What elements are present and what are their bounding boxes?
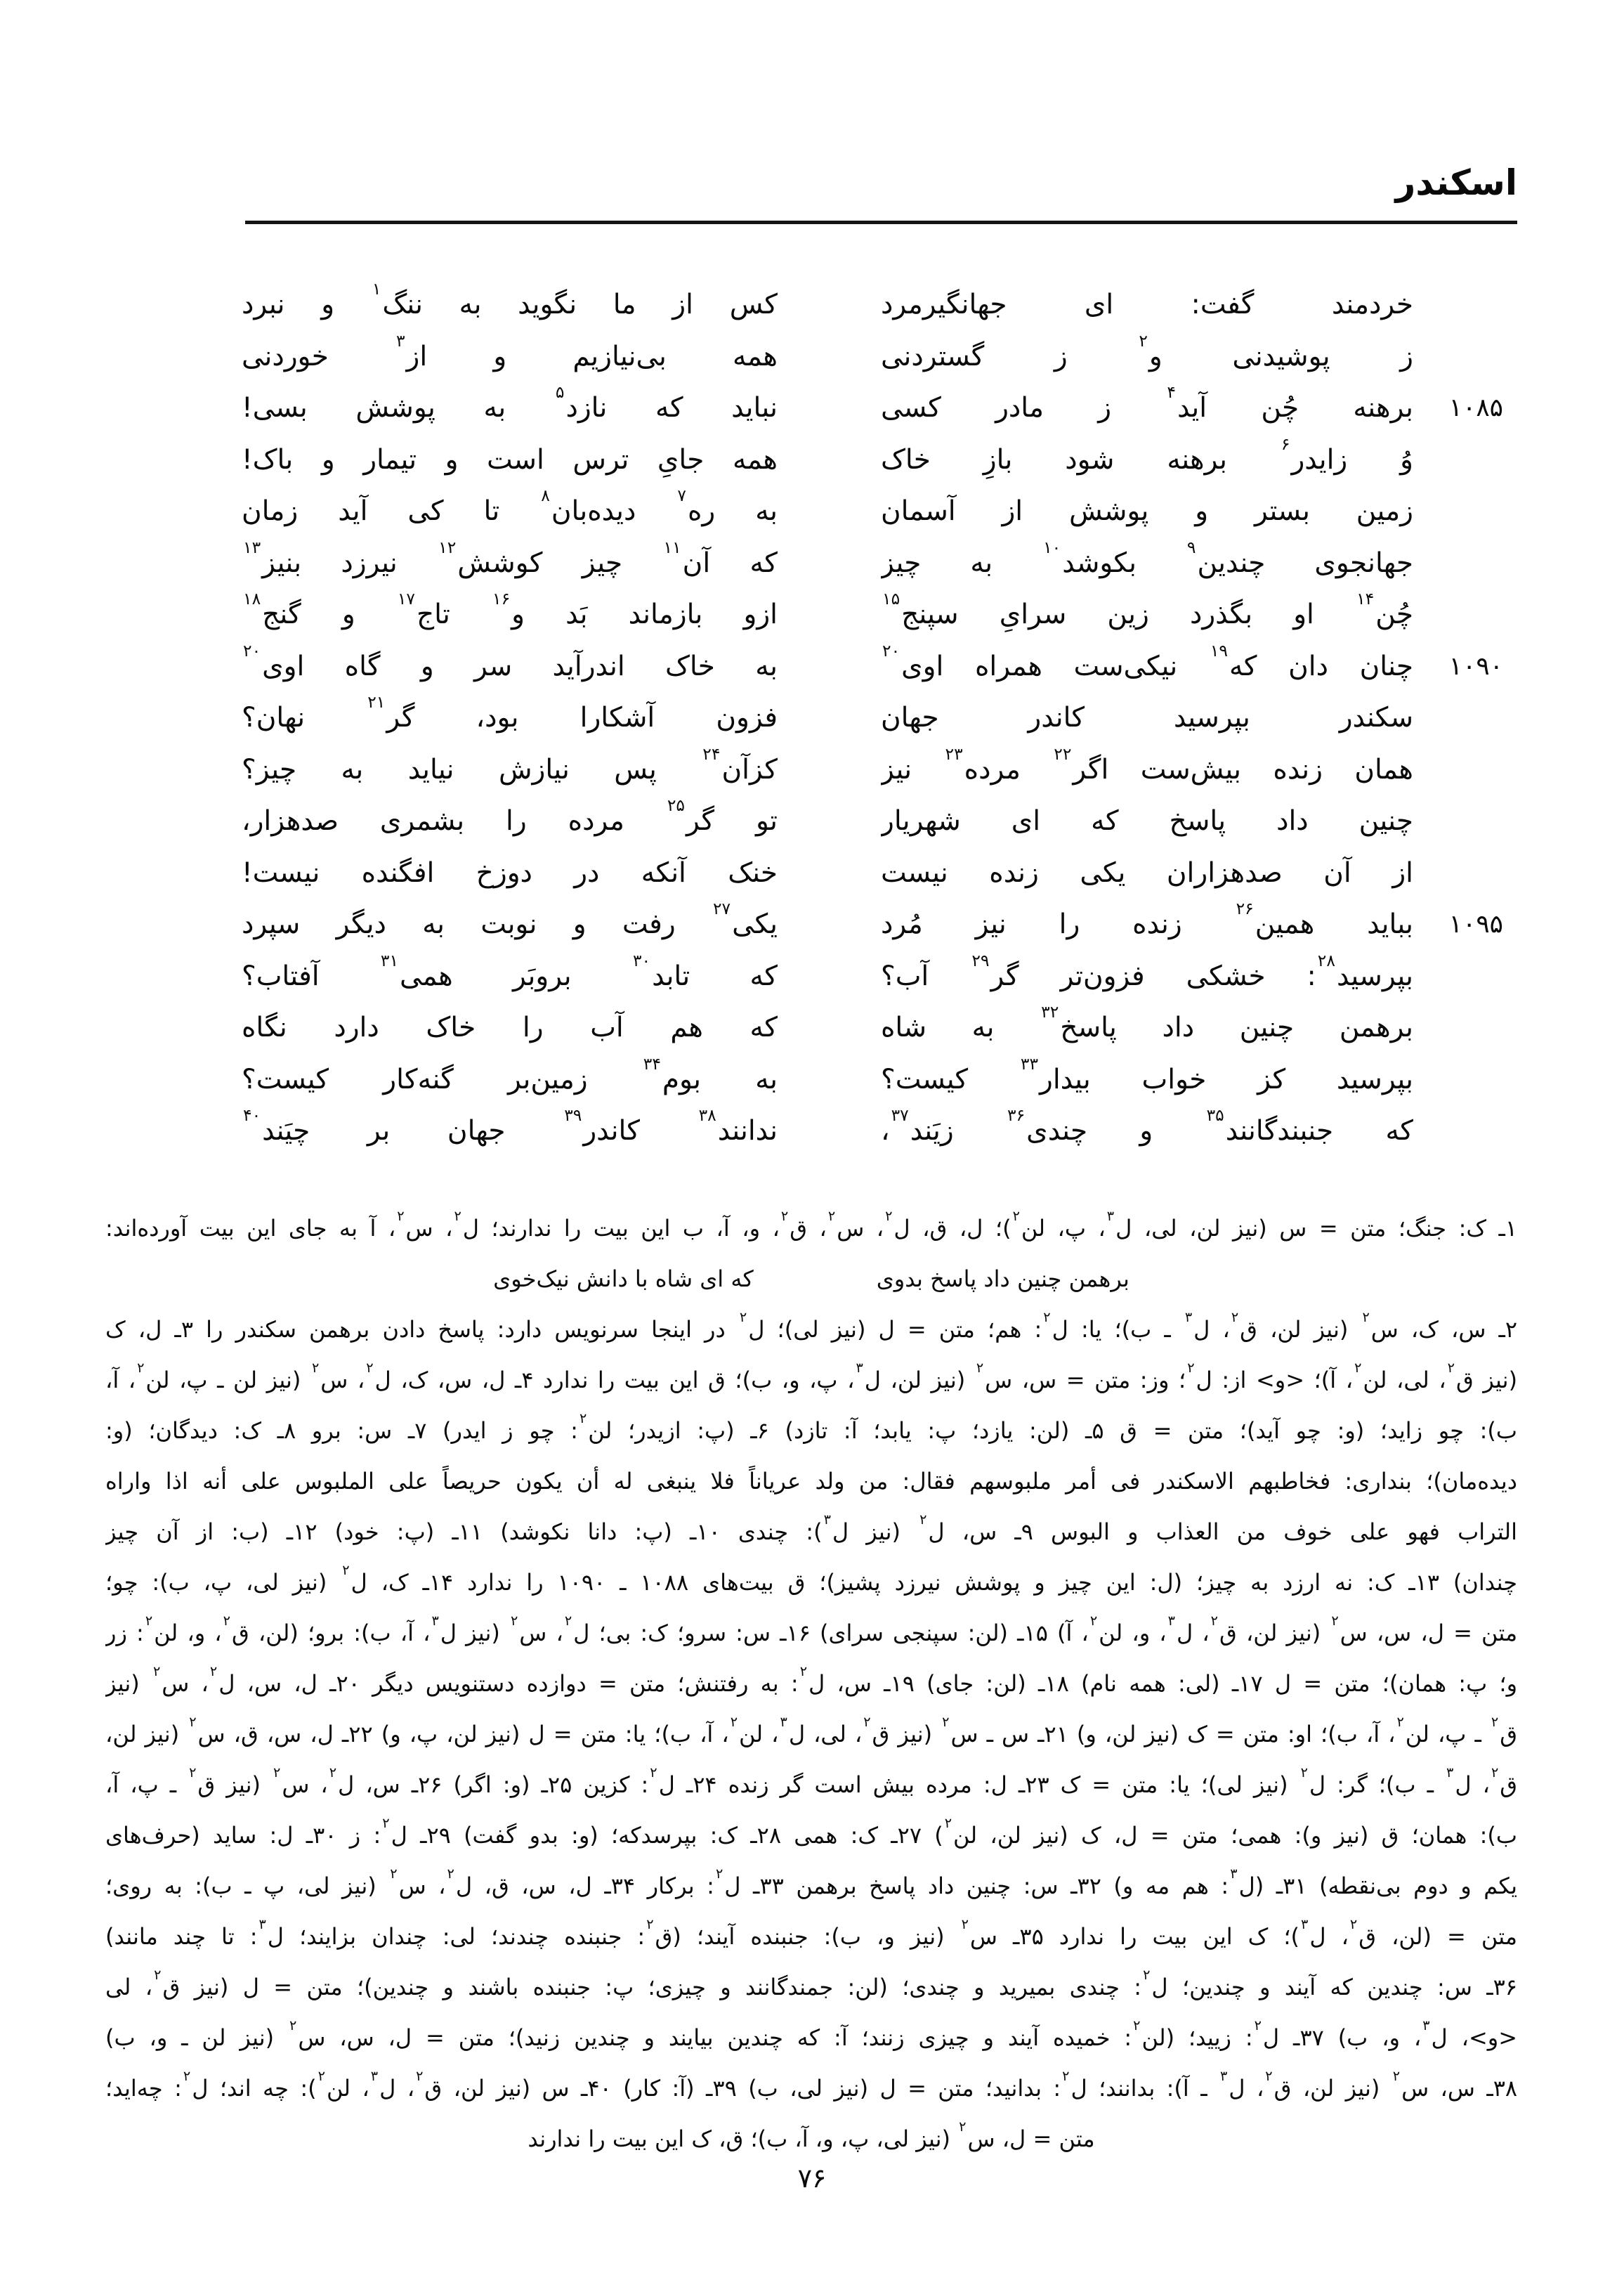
- footnote-marker: ۲: [154, 1966, 162, 1983]
- footnote-marker: ۲: [342, 1561, 350, 1578]
- page-number: ۷۶: [797, 2163, 827, 2194]
- footnote-marker: ۳۷: [891, 1105, 909, 1126]
- verse-row: [121, 434, 1503, 486]
- verse-row: [121, 692, 1503, 744]
- hemistich-right: بباید همین$^{۲۶}$ زنده را نیز مُرد: [881, 899, 1413, 940]
- footnote-marker: ۲۷: [712, 899, 731, 919]
- verse-row: [121, 641, 1503, 693]
- hemistich-right: همان زنده بیش‌ست اگر$^{۲۲}$ مرده$^{۲۳}$ نیز: [881, 743, 1413, 786]
- footnote-marker: ۲: [1354, 1359, 1362, 1376]
- footnote-marker: ۲۱: [367, 692, 386, 712]
- footnote-marker: ۲: [1012, 1207, 1020, 1224]
- footnote-marker: ۳: [1301, 1915, 1309, 1932]
- verse-row: [121, 744, 1503, 796]
- footnote-marker: ۳۵: [1206, 1105, 1224, 1126]
- footnote-marker: ۱: [372, 279, 381, 299]
- footnote-marker: ۳: [856, 1359, 863, 1376]
- hemistich-left: که تابد$^{۳۰}$ بروبَر همی$^{۳۱}$ آفتاب؟: [242, 950, 778, 992]
- footnote-line: متن = ل، س، س$^۲$ (نیز لن، ق$^۲$، ل$^۳$، و، لن$^۲$، آ) ۱۵ـ (لن: سپنجی سرای) ۱۶ـ س: سرو؛ ک: بی؛ ل$^۲$، س$^۲$ (نیز ل$^۳$، آ، ب): برو؛ (لن، ق$^۲$، و، لن$^۲$: زر: [105, 1612, 1517, 1646]
- footnote-marker: ۲: [799, 1662, 808, 1679]
- verse-row: [121, 279, 1503, 331]
- footnote-marker: ۲: [959, 2118, 967, 2135]
- footnote-marker: ۳۱: [380, 950, 399, 970]
- footnote-marker: ۲: [1210, 1612, 1218, 1629]
- hemistich-left: به ره$^۷$ دیده‌بان$^۸$ تا کی آید زمان: [242, 486, 778, 527]
- verse-row: [121, 1002, 1503, 1054]
- footnote-marker: ۲: [1187, 1359, 1195, 1376]
- footnotes-apparatus: [105, 1203, 1517, 2164]
- verse-row: [121, 382, 1503, 434]
- footnote-marker: ۲: [137, 1359, 145, 1376]
- footnote-marker: ۳: [1167, 1612, 1175, 1629]
- footnote-marker: ۲: [447, 1865, 454, 1882]
- footnote-line: چندان) ۱۳ـ ک: نه ارزد به چیز؛ (ل: این چیز و پوشش نیرزد پشیز)؛ ق بیت‌های ۱۰۸۸ ـ ۱۰۹۰ را ندارد ۱۴ـ ک، ل$^۲$ (نیز لی، پ، ب): چو؛: [105, 1561, 1517, 1596]
- footnote-marker: ۲: [1491, 1713, 1499, 1730]
- footnote-marker: ۲: [1143, 1966, 1151, 1983]
- footnote-marker: ۲: [1396, 1713, 1404, 1730]
- footnote-marker: ۱۹: [1210, 640, 1228, 660]
- footnote-marker: ۲: [382, 1814, 390, 1831]
- footnote-marker: ۳: [1184, 1308, 1193, 1325]
- footnote-marker: ۳۸: [698, 1105, 716, 1126]
- footnote-line: ۳۸ـ س، س$^۲$ (نیز لن، ق$^۲$، ل$^۳$ ـ آ): بدانند؛ ل$^۲$: بدانید؛ متن = ل (نیز لی، ب) ۳۹ـ (آ: کار) ۴۰ـ س (نیز لن، ق$^۲$، ل$^۳$، لن$^۲$): چه اند؛ ل$^۲$: چه‌اید؛: [105, 2067, 1517, 2102]
- footnote-marker: ۲۳: [945, 743, 963, 764]
- footnote-marker: ۵: [555, 382, 565, 403]
- footnote-marker: ۳: [1422, 2017, 1430, 2033]
- verse-row: [121, 795, 1503, 847]
- footnote-marker: ۲: [1392, 2067, 1401, 2084]
- footnote-marker: ۲: [1331, 1612, 1339, 1629]
- footnote-marker: ۲۰: [243, 640, 261, 660]
- footnote-marker: ۲۴: [702, 743, 721, 764]
- verse-row: [121, 847, 1503, 899]
- hemistich-right: چنین داد پاسخ که ای شهریار: [881, 805, 1413, 837]
- verse-row: [121, 331, 1503, 383]
- hemistich-left: که آن$^{۱۱}$ چیز کوشش$^{۱۲}$ نیرزد بنیز$^{۱۳}$: [243, 537, 778, 579]
- footnote-marker: ۲: [366, 1359, 374, 1376]
- footnote-marker: ۲: [1447, 1359, 1455, 1376]
- footnote-line: و؛ پ: همان)؛ متن = ل ۱۷ـ (لی: همه نام) ۱۸ـ (لن: جای) ۱۹ـ س، ل$^۲$: به رفتنش؛ متن = دوازده دستنویس دیگر ۲۰ـ ل، س، ل$^۲$، س$^۲$ (نیز: [105, 1662, 1517, 1697]
- verse-number: ۱۰۹۰: [1448, 651, 1503, 681]
- hemistich-right: برهمن چنین داد پاسخ$^{۳۲}$ به شاه: [881, 1002, 1413, 1043]
- hemistich-right: چُن$^{۱۴}$ او بگذرد زین سرایِ سپنج$^{۱۵}$: [882, 589, 1413, 630]
- footnote-marker: ۲: [1491, 1764, 1499, 1780]
- footnote-marker: ۲: [273, 1764, 281, 1780]
- footnote-marker: ۳: [1106, 1207, 1115, 1224]
- hemistich-right: بپرسید کز خواب بیدار$^{۳۳}$ کیست؟: [881, 1053, 1413, 1095]
- footnote-marker: ۲۵: [667, 795, 685, 816]
- hemistich-left: ندانند$^{۳۸}$ کاندر$^{۳۹}$ جهان بر چیَند$^{۴۰}$: [243, 1105, 778, 1147]
- footnote-marker: ۲: [1362, 1308, 1370, 1325]
- hemistich-left: به خاک اندرآید سر و گاه اوی$^{۲۰}$: [243, 640, 778, 682]
- footnote-marker: ۲: [961, 1915, 969, 1932]
- footnote-marker: ۲: [646, 1915, 654, 1932]
- footnote-marker: ۲: [510, 1612, 518, 1629]
- footnote-marker: ۲: [1062, 2067, 1070, 2084]
- footnote-marker: ۲۸: [1317, 950, 1335, 970]
- footnote-marker: ۳۹: [564, 1105, 582, 1126]
- footnote-marker: ۳: [823, 1511, 831, 1528]
- footnote-marker: ۳۲: [1041, 1002, 1059, 1022]
- footnote-marker: ۳: [370, 2067, 379, 2084]
- footnote-marker: ۱۸: [243, 589, 261, 609]
- footnote-marker: ۲: [189, 1764, 197, 1780]
- footnote-marker: ۱۶: [492, 589, 511, 609]
- footnote-marker: ۱۵: [882, 589, 901, 609]
- footnote-marker: ۲: [715, 1865, 723, 1882]
- hemistich-right: برهنه چُن آید$^۴$ ز مادر کسی: [881, 382, 1413, 424]
- footnote-marker: ۲: [454, 1207, 461, 1224]
- verse-row: [121, 538, 1503, 590]
- footnote-marker: ۲: [209, 1662, 218, 1679]
- poem: [121, 279, 1503, 1157]
- footnote-marker: ۲: [183, 2067, 191, 2084]
- footnote-marker: ۱۲: [438, 537, 457, 557]
- footnote-line: متن = (لن، ق$^۲$، ل$^۳$)؛ ک این بیت را ندارد ۳۵ـ س$^۲$ (نیز و، ب): جنبنده آیند؛ (ق$^۲$: جنبنده چندند؛ لی: چندان بزایند؛ ل$^۳$: تا چند مانند): [105, 1915, 1517, 1950]
- footnote-marker: ۲۹: [971, 950, 990, 970]
- verse-row: [121, 951, 1503, 1003]
- footnote-line: ۳۶ـ س: چندین که آیند و چندین؛ ل$^۲$: چندی بمیرید و چندی؛ (لن: جمندگانند و چیزی؛ پ: جنبنده باشند و چندین)؛ متن = ل (نیز ق$^۲$، لی: [105, 1966, 1517, 2000]
- footnote-marker: ۲: [317, 2067, 325, 2084]
- footnote-line: <و>، ل$^۳$، و، ب) ۳۷ـ ل$^۲$: زیید؛ (لن$^۲$: خمیده آیند و چیزی زنند؛ آ: که چندین بیایند و چندین زنید)؛ متن = ل، س، س$^۲$ (نیز لن ـ و، ب): [105, 2017, 1517, 2051]
- verse-row: [121, 486, 1503, 538]
- footnote-marker: ۲: [311, 1359, 320, 1376]
- verse-row: [121, 589, 1503, 641]
- footnote-marker: ۳: [395, 330, 405, 351]
- footnote-line: (نیز ق$^۲$، لی، لن$^۲$، آ)؛ <و> از: ل$^۲$؛ وز: متن = س، س$^۲$ (نیز لن، ل$^۳$، پ، و، ب)؛ ق این بیت را ندارد ۴ـ ل، س، ک، ل$^۲$، س$^۲$ (نیز لن ـ پ، لن$^۲$، آ،: [105, 1359, 1517, 1393]
- footnote-line: دیده‌مان)؛ بنداری: فخاطبهم الاسکندر فی أمر ملبوسهم فقال: من ولد عریاناً فلا ینبغی له أن یکون حریصاً علی الملبوس علی أنه اذا واراه: [105, 1468, 1517, 1495]
- hemistich-right: وُ زایدر$^۶$ برهنه شود بازِ خاک: [881, 434, 1413, 476]
- hemistich-right: سکندر بپرسید کاندر جهان: [881, 702, 1413, 734]
- hemistich-left: همه جایِ ترس است و تیمار و باک!: [242, 443, 778, 476]
- footnote-marker: ۲: [1089, 1612, 1098, 1629]
- footnote-marker: ۳: [780, 1713, 787, 1730]
- footnote-marker: ۲: [189, 1713, 197, 1730]
- verse-row: [121, 1105, 1503, 1157]
- footnote-marker: ۲: [1133, 2017, 1141, 2033]
- footnote-marker: ۲: [1043, 1308, 1051, 1325]
- footnote-marker: ۲: [944, 1814, 952, 1831]
- footnote-marker: ۱۳: [243, 537, 261, 557]
- footnote-line: یکم و دوم بی‌نقطه) ۳۱ـ (ل$^۳$: هم مه و) ۳۲ـ س: چنین داد پاسخ برهمن ۳۳ـ ل$^۲$: برکار ۳۴ـ ل، س، ق، ل$^۲$، س$^۲$ (نیز لی، پ ـ ب): به روی؛: [105, 1865, 1517, 1899]
- footnote-marker: ۲: [827, 1207, 836, 1224]
- footnote-marker: ۲: [739, 1308, 747, 1325]
- footnote-marker: ۳: [1446, 1764, 1454, 1780]
- footnote-marker: ۳: [431, 1612, 439, 1629]
- hemistich-right: ز پوشیدنی و$^۲$ ز گستردنی: [881, 330, 1413, 372]
- page-title: اسکندر: [1395, 162, 1517, 203]
- hemistich-right: جهانجوی چندین$^۹$ بکوشد$^{۱۰}$ به چیز: [881, 537, 1413, 579]
- footnote-marker: ۲: [650, 1764, 657, 1780]
- footnote-marker: ۳۴: [643, 1053, 661, 1074]
- footnote-marker: ۲: [397, 1207, 405, 1224]
- footnote-marker: ۲: [780, 1207, 789, 1224]
- hemistich-left: کزآن$^{۲۴}$ پس نیازش نیاید به چیز؟: [242, 743, 778, 786]
- hemistich-right: بپرسید$^{۲۸}$: خشکی فزون‌تر گر$^{۲۹}$ آب؟: [881, 950, 1413, 992]
- hemistich-left: که هم آب را خاک دارد نگاه: [242, 1012, 778, 1043]
- hemistich-right: خردمند گفت: ای جهانگیرمرد: [881, 289, 1413, 320]
- footnote-inline-verse: [105, 1254, 1517, 1304]
- footnote-marker: ۲: [579, 1409, 587, 1426]
- hemistich-left: تو گر$^{۲۵}$ مرده را بشمری صدهزار،: [242, 795, 778, 837]
- footnote-marker: ۳۳: [1020, 1053, 1039, 1074]
- footnote-marker: ۲۶: [1236, 899, 1254, 919]
- footnote-marker: ۲: [145, 1612, 153, 1629]
- footnote-marker: ۴: [1167, 382, 1176, 403]
- hemistich-left: نباید که نازد$^۵$ به پوشش بسی!: [242, 382, 778, 424]
- footnote-marker: ۱۱: [663, 537, 681, 557]
- footnote-line: ق$^۲$، ل$^۳$ ـ ب)؛ گر: ل$^۲$ (نیز لی)؛ یا: متن = ک ۲۳ـ ل: مرده بیش است گر زنده ۲۴ـ ل$^۲$: کزین ۲۵ـ (و: اگر) ۲۶ـ س، ل$^۲$، س$^۲$ (نیز ق$^۲$ ـ پ، آ،: [105, 1764, 1517, 1798]
- footnote-line: ب): چو زاید؛ (و: چو آید)؛ متن = ق ۵ـ (لن: یازد؛ پ: یابد؛ آ: تازد) ۶ـ (پ: ازیدر؛ لن$^۲$: چو ز ایدر) ۷ـ س: برو ۸ـ ک: دیدگان؛ (و:: [105, 1409, 1517, 1444]
- footnote-marker: ۲۰: [882, 640, 901, 660]
- footnote-marker: ۳: [1230, 1865, 1238, 1882]
- footnote-marker: ۲: [223, 1612, 230, 1629]
- footnote-marker: ۲: [730, 1713, 738, 1730]
- footnote-line: ب): همان؛ ق (نیز و): همی؛ متن = ل، ک (نیز لن، لن$^۲$) ۲۷ـ ک: همی ۲۸ـ ک: بپرسدکه؛ (و: بدو گفت) ۲۹ـ ل$^۲$: ز ۳۰ـ ل: ساید (حرف‌های: [105, 1814, 1517, 1849]
- footnote-marker: ۲: [152, 1662, 161, 1679]
- footnote-line: متن = ل، س$^۲$ (نیز لی، پ، و، آ، ب)؛ ق، ک این بیت را ندارند: [528, 2118, 1095, 2152]
- hemistich-left: خنک آنکه در دوزخ افگنده نیست!: [242, 857, 778, 889]
- footnote-marker: ۴۰: [243, 1105, 261, 1126]
- footnote-marker: ۳: [258, 1915, 266, 1932]
- footnote-marker: ۲: [564, 1612, 572, 1629]
- footnote-marker: ۲۲: [1054, 743, 1072, 764]
- hemistich-left: فزون آشکارا بود، گر$^{۲۱}$ نهان؟: [242, 692, 778, 734]
- hemistich-left: ازو بازماند بَد و$^{۱۶}$ تاج$^{۱۷}$ و گنج$^{۱۸}$: [243, 589, 778, 630]
- footnote-marker: ۶: [1281, 434, 1290, 454]
- hemistich-left: کس از ما نگوید به ننگ$^۱$ و نبرد: [242, 279, 778, 320]
- hemistich-right: از آن صدهزاران یکی زنده نیست: [881, 857, 1413, 889]
- footnote-marker: ۸: [541, 486, 550, 506]
- footnote-marker: ۲: [863, 1713, 871, 1730]
- footnote-marker: ۱۰: [1043, 537, 1061, 557]
- footnote-marker: ۲: [1231, 1308, 1239, 1325]
- footnote-marker: ۲: [329, 1764, 337, 1780]
- footnote-marker: ۱۴: [1356, 589, 1375, 609]
- footnote-marker: ۷: [677, 486, 686, 506]
- footnote-marker: ۱۷: [397, 589, 415, 609]
- hemistich-left: همه بی‌نیازیم و از$^۳$ خوردنی: [242, 330, 778, 372]
- footnote-marker: ۳۰: [632, 950, 651, 970]
- inline-verse-left: که ای شاه با دانش نیک‌خوی: [493, 1265, 754, 1292]
- footnote-marker: ۲: [976, 1359, 984, 1376]
- hemistich-right: چنان دان که$^{۱۹}$ نیکی‌ست همراه اوی$^{۲۰}$: [882, 640, 1413, 682]
- inline-verse-right: برهمن چنین داد پاسخ بدوی: [876, 1265, 1129, 1292]
- footnote-marker: ۲: [289, 2017, 297, 2033]
- footnote-marker: ۲: [1265, 2067, 1273, 2084]
- page-header: [245, 160, 1517, 224]
- footnote-marker: ۲: [390, 1865, 398, 1882]
- hemistich-left: به بوم$^{۳۴}$ زمین‌بر گنه‌کار کیست؟: [242, 1053, 778, 1095]
- footnote-line: التراب فهو علی خوف من العذاب و البوس ۹ـ س، ل$^۲$ (نیز ل$^۳$): چندی ۱۰ـ (پ: دانا نکوشد) ۱۱ـ (پ: خود) ۱۲ـ (ب: از آن چیز: [105, 1511, 1517, 1545]
- footnote-marker: ۳: [1219, 2067, 1228, 2084]
- footnote-line: ۱ـ ک: جنگ؛ متن = س (نیز لن، لی، ل$^۳$، پ، لن$^۲$)؛ ل، ق، ل$^۲$، س$^۲$، ق$^۲$، و، آ، ب این بیت را ندارند؛ ل$^۲$، س$^۲$، آ به جای این بیت آورده‌اند:: [105, 1207, 1517, 1242]
- footnote-marker: ۲: [1254, 2017, 1262, 2033]
- footnote-marker: ۲: [1349, 1915, 1358, 1932]
- footnote-marker: ۳۶: [1007, 1105, 1026, 1126]
- footnote-line: ق$^۲$ ـ پ، لن$^۲$، آ، ب)؛ او: متن = ک (نیز لن، و) ۲۱ـ س ـ س$^۲$ (نیز ق$^۲$، لی، ل$^۳$، لن$^۲$، آ، ب)؛ یا: متن = ل (نیز لن، پ، و) ۲۲ـ ل، س، ق، س$^۲$ (نیز لن،: [105, 1713, 1517, 1747]
- verse-number: ۱۰۹۵: [1448, 910, 1503, 939]
- verse-row: [121, 1054, 1503, 1106]
- footnote-marker: ۹: [1186, 537, 1196, 557]
- footnote-line: ۲ـ س، ک، س$^۲$ (نیز لن، ق$^۲$، ل$^۳$ ـ ب)؛ یا: ل$^۲$: هم؛ متن = ل (نیز لی)؛ ل$^۲$ در اینجا سرنویس دارد: پاسخ دادن برهمن سکندر را ۳ـ ل، ک: [105, 1308, 1517, 1343]
- footnote-marker: ۲: [885, 1207, 893, 1224]
- footnote-marker: ۲: [942, 1713, 950, 1730]
- verse-number: ۱۰۸۵: [1448, 393, 1503, 423]
- hemistich-right: زمین بستر و پوشش از آسمان: [881, 495, 1413, 527]
- hemistich-left: یکی$^{۲۷}$ رفت و نوبت به دیگر سپرد: [242, 899, 778, 940]
- footnote-marker: ۲: [416, 2067, 424, 2084]
- footnote-marker: ۲: [1139, 330, 1148, 351]
- footnote-marker: ۲: [919, 1511, 927, 1528]
- hemistich-right: که جنبندگانند$^{۳۵}$ و چندی$^{۳۶}$ زیَند$^{۳۷}$،: [881, 1105, 1413, 1147]
- verse-row: [121, 899, 1503, 951]
- footnote-marker: ۲: [1300, 1764, 1308, 1780]
